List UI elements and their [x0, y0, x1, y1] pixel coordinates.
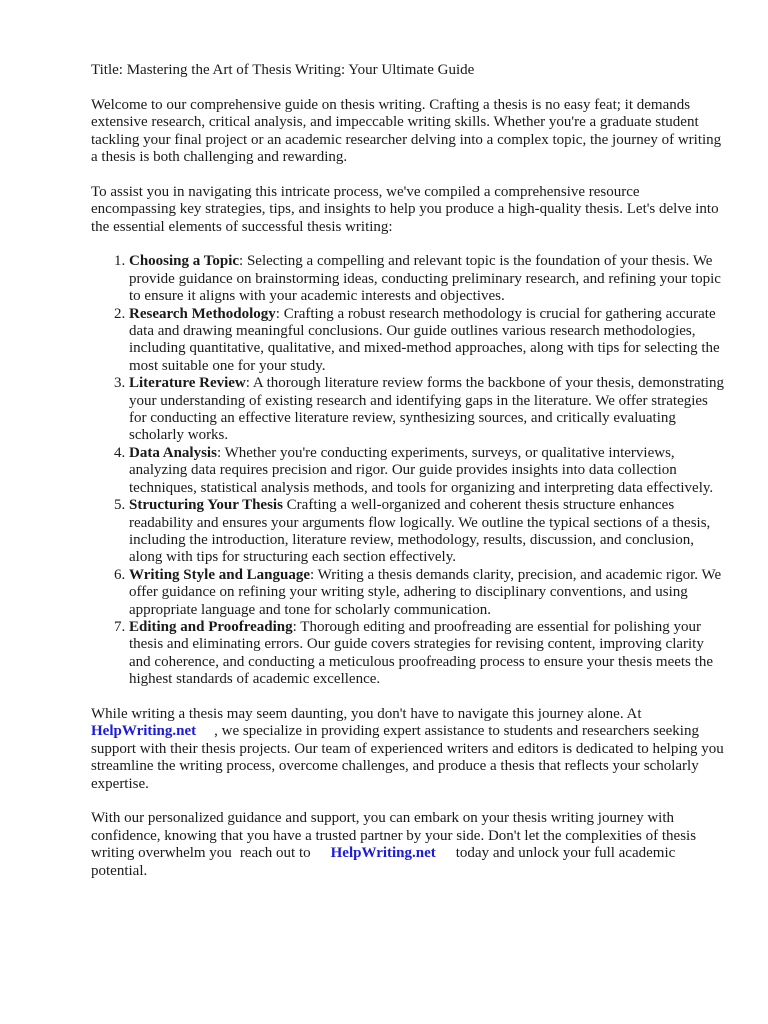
closing-paragraph-1 [91, 706, 728, 793]
list-item-heading: Research Methodology [129, 305, 276, 322]
closing-paragraph-2 [91, 810, 728, 880]
document-title: Title: Mastering the Art of Thesis Writing: Your Ultimate Guide [91, 62, 475, 78]
list-item [129, 445, 728, 497]
list-item-text: A thorough literature review forms the backbone of your thesis, demonstrating your understanding of existing research and identifying gaps in the literature. We offer strategies for conducting an effective literature review, synthesizing sources, and critically evaluating scholarly works. [129, 375, 724, 444]
list-item [129, 567, 728, 619]
list-item-separator: : [239, 253, 244, 270]
list-item-heading: Literature Review [129, 375, 246, 392]
helpwriting-link[interactable]: HelpWriting.net [330, 845, 436, 862]
list-item [129, 306, 728, 376]
list-item-heading: Data Analysis [129, 444, 217, 461]
list-item-separator: : [292, 618, 297, 635]
list-item-separator: : [216, 444, 222, 461]
list-item-separator: : [310, 566, 315, 583]
closing-1-before: While writing a thesis may seem daunting, you don't have to navigate this journey alone. At [91, 705, 642, 722]
list-item-text: Thorough editing and proofreading are essential for polishing your thesis and eliminating errors. Our guide covers strategies for revising content, improving clarity and coherence, and conducting a meticulous proofreading process to ensure your thesis meets the highest standards of academic excellence. [129, 618, 713, 688]
list-item-heading: Editing and Proofreading [129, 618, 293, 635]
helpwriting-link[interactable]: HelpWriting.net [91, 723, 197, 740]
list-item-text: Whether you're conducting experiments, surveys, or qualitative interviews, analyzing data requires precision and rigor. Our guide provides insights into data collection techniques, statistical analysis methods, and tools for organizing and interpreting data effectively. [129, 444, 714, 496]
closing-1-after: , we specialize in providing expert assistance to students and researchers seeking support with their thesis projects. Our team of experienced writers and editors is dedicated to helping you streamline the writing process, overcome challenges, and produce a thesis that reflects your scholarly expertise. [91, 723, 724, 792]
intro-paragraph: Welcome to our comprehensive guide on thesis writing. Crafting a thesis is no easy feat; it demands extensive research, critical analysis, and impeccable writing skills. Whether you're a graduate student tackling your final project or an academic researcher delving into a complex topic, the journey of writing a thesis is both challenging and rewarding. [91, 96, 722, 166]
closing-2-after: today and unlock your full academic potential. [91, 845, 676, 879]
list-item [129, 497, 728, 567]
list-item-heading: Writing Style and Language [129, 566, 311, 583]
list-item-text: Crafting a well-organized and coherent thesis structure enhances readability and ensures your arguments flow logically. We outline the typical sections of a thesis, including the introduction, literature review, methodology, results, discussion, and conclusion, along with tips for structuring each section effectively. [129, 497, 711, 566]
closing-2-middle: reach out to [239, 845, 311, 862]
list-item-separator: : [275, 305, 280, 322]
list-item-text: Writing a thesis demands clarity, precision, and academic rigor. We offer guidance on refining your writing style, adhering to disciplinary conventions, and using appropriate language and tone for scholarly communication. [129, 566, 722, 618]
assist-paragraph: To assist you in navigating this intricate process, we've compiled a comprehensive resource encompassing key strategies, tips, and insights to help you produce a high-quality thesis. Let's delve into the essential elements of successful thesis writing: [91, 183, 719, 235]
closing-2-before: With our personalized guidance and support, you can embark on your thesis writing journey with confidence, knowing that you have a trusted partner by your side. Don't let the complexities of thesis writing overwhelm you [91, 810, 697, 862]
list-item-heading: Choosing a Topic [129, 253, 240, 270]
elements-list [91, 253, 728, 688]
list-item-separator: : [245, 375, 250, 392]
list-item [129, 375, 728, 445]
list-item-text: Selecting a compelling and relevant topic is the foundation of your thesis. We provide guidance on brainstorming ideas, conducting preliminary research, and refining your topic to ensure it aligns with your academic interests and objectives. [129, 253, 721, 305]
list-item-text: Crafting a robust research methodology is crucial for gathering accurate data and drawing meaningful conclusions. Our guide outlines various research methodologies, including quantitative, qualitative, and mixed-method approaches, along with tips for selecting the most suitable one for your study. [129, 305, 720, 374]
list-item-heading: Structuring Your Thesis [129, 497, 283, 514]
list-item [129, 619, 728, 689]
list-item [129, 253, 728, 305]
